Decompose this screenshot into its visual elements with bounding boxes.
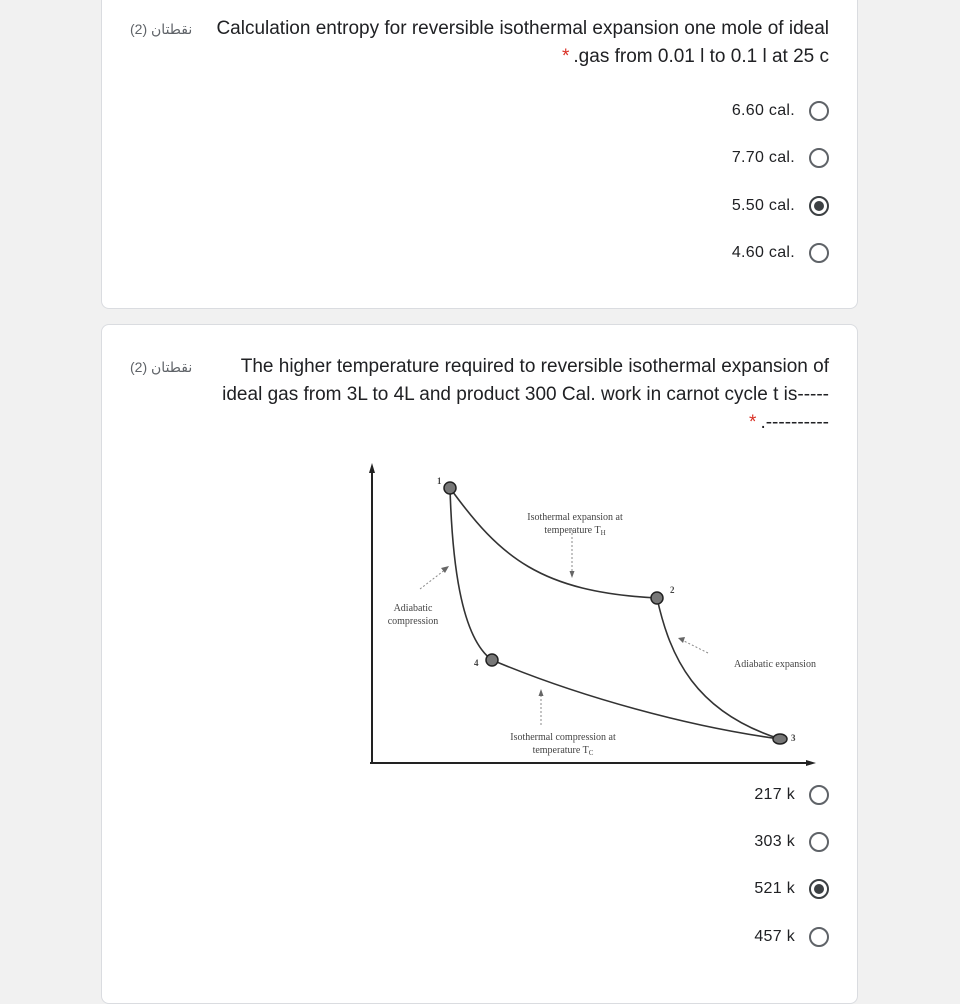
state-point-1 — [444, 482, 456, 494]
radio-button-selected[interactable] — [809, 879, 829, 899]
arrow-icon — [678, 637, 685, 643]
radio-button[interactable] — [809, 832, 829, 852]
question-title-line-2 — [179, 43, 829, 71]
option-4-60-cal[interactable] — [732, 238, 829, 268]
x-axis-arrow-icon — [806, 760, 816, 766]
label-adiabatic-compression-line-2: compression — [387, 616, 439, 627]
radio-button-selected[interactable] — [809, 196, 829, 216]
radio-button[interactable] — [809, 927, 829, 947]
question-title-line-1: The higher temperature required to reversible isothermal expansion of — [240, 356, 829, 377]
point-label-4: 4 — [474, 658, 479, 668]
label-adiabatic-compression-line-1: Adiabatic — [393, 603, 433, 614]
question-title-line-3-text: .---------- — [760, 412, 829, 433]
label-isothermal-expansion-line-1: Isothermal expansion at — [527, 512, 623, 523]
question-title-line-2: ideal gas from 3L to 4L and product 300 Cal. work in carnot cycle t is----- — [222, 384, 829, 405]
option-303-k[interactable] — [754, 827, 829, 857]
label-adiabatic-expansion: Adiabatic expansion — [734, 659, 816, 670]
question-card-2 — [101, 324, 858, 1004]
question-card-1 — [101, 0, 858, 309]
adiabatic-compression-curve — [450, 488, 492, 660]
point-label-3: 3 — [791, 733, 796, 743]
point-label-1: 1 — [437, 476, 442, 486]
option-521-k[interactable] — [754, 874, 829, 904]
option-label: 7.70 cal. — [731, 149, 795, 166]
radio-button[interactable] — [809, 101, 829, 121]
required-asterisk: * — [562, 46, 570, 67]
pointer-line — [682, 640, 708, 653]
radio-button[interactable] — [809, 785, 829, 805]
option-7-70-cal[interactable] — [732, 143, 829, 173]
question-points: نقطتان (2) — [130, 359, 193, 375]
arrow-icon — [441, 566, 449, 573]
required-asterisk: * — [749, 412, 757, 433]
radio-button[interactable] — [809, 148, 829, 168]
option-217-k[interactable] — [754, 780, 829, 810]
option-5-50-cal[interactable] — [732, 191, 829, 221]
question-points: نقطتان (2) — [130, 21, 193, 37]
label-isothermal-compression-line-1: Isothermal compression at — [510, 732, 616, 743]
option-label: 457 k — [754, 928, 795, 945]
question-title — [189, 353, 829, 437]
question-title-line-2-text: .gas from 0.01 l to 0.1 l at 25 c — [573, 46, 829, 67]
option-6-60-cal[interactable] — [732, 96, 829, 126]
question-title-line-3 — [189, 409, 829, 437]
label-isothermal-expansion-line-2: temperature $T_H$ — [544, 525, 606, 537]
pointer-line — [420, 569, 446, 589]
isothermal-compression-curve — [492, 660, 780, 739]
label-isothermal-compression-line-2: temperature $T_C$ — [532, 745, 594, 757]
question-title-line-1: Calculation entropy for reversible isothermal expansion one mole of ideal — [216, 18, 829, 39]
y-axis-arrow-icon — [369, 463, 375, 473]
arrow-icon — [570, 571, 575, 578]
option-label: 521 k — [754, 880, 795, 897]
question-title — [179, 15, 829, 71]
option-label: 4.60 cal. — [731, 244, 795, 261]
arrow-icon — [539, 689, 544, 696]
option-label: 217 k — [754, 786, 795, 803]
option-label: 6.60 cal. — [731, 102, 795, 119]
radio-button[interactable] — [809, 243, 829, 263]
isothermal-expansion-curve — [450, 488, 657, 598]
option-label: 5.50 cal. — [731, 197, 795, 214]
state-point-3 — [773, 734, 787, 744]
state-point-4 — [486, 654, 498, 666]
carnot-cycle-diagram — [360, 457, 820, 769]
state-point-2 — [651, 592, 663, 604]
option-457-k[interactable] — [754, 922, 829, 952]
point-label-2: 2 — [670, 585, 675, 595]
option-label: 303 k — [754, 833, 795, 850]
